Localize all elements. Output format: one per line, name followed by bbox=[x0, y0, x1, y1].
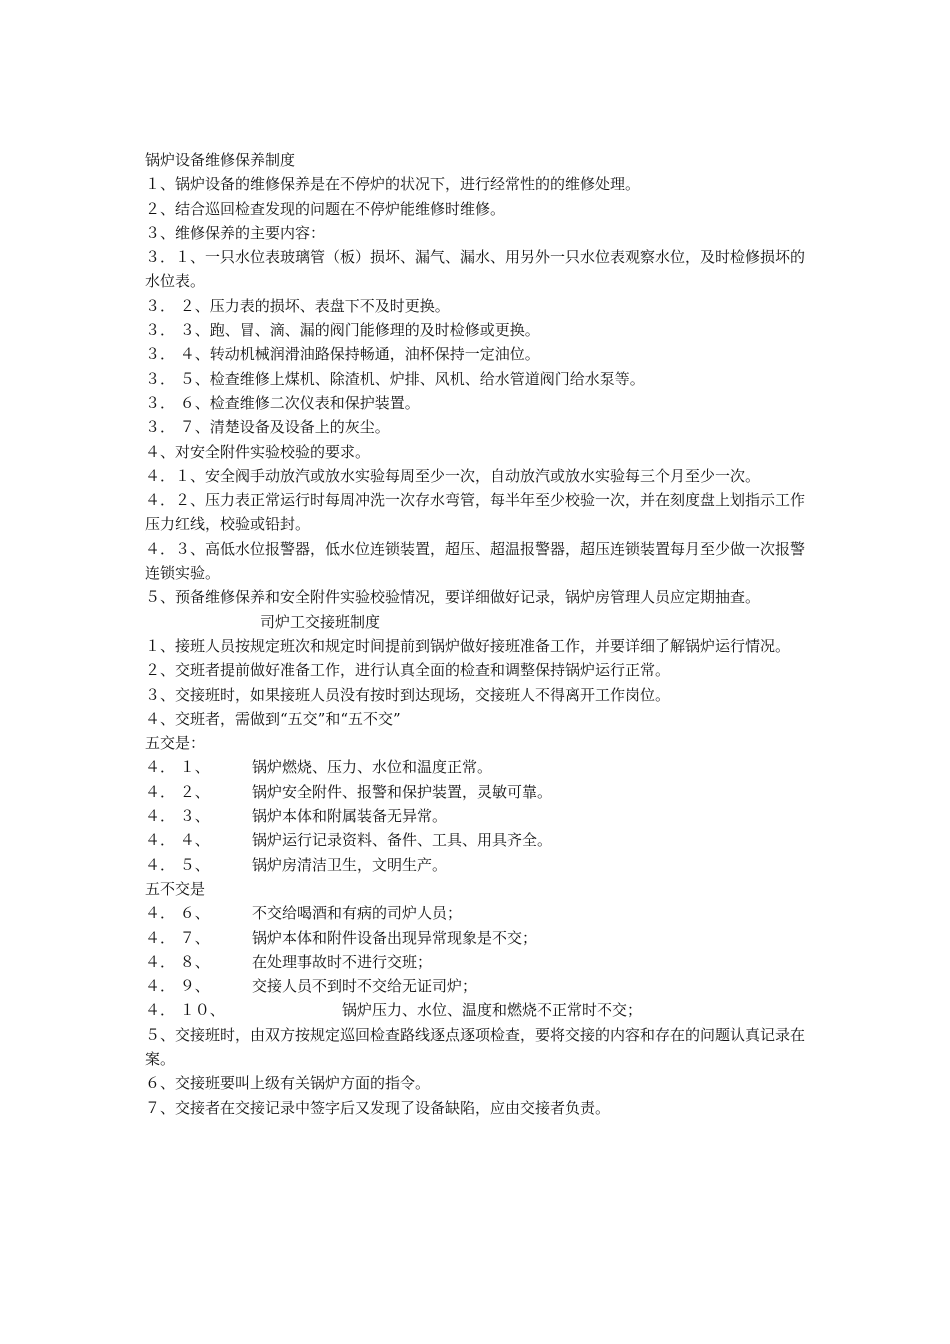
list-item bbox=[145, 853, 817, 877]
list-item bbox=[145, 950, 817, 974]
list-item-text: 不交给喝酒和有病的司炉人员； bbox=[252, 904, 463, 923]
section-heading: 五不交是 bbox=[145, 879, 206, 898]
list-item-number: ４． ２、 bbox=[145, 782, 210, 801]
list-item bbox=[145, 780, 817, 804]
list-item-text: 锅炉压力、水位、温度和燃烧不正常时不交； bbox=[342, 1001, 643, 1020]
section-heading: 五交是： bbox=[145, 734, 206, 753]
doc-title-handover: 司炉工交接班制度 bbox=[260, 612, 381, 631]
list-item-number: ４． ９、 bbox=[145, 977, 210, 996]
list-item-text: 锅炉本体和附件设备出现异常现象是不交； bbox=[252, 928, 538, 947]
paragraph: ６、交接班要叫上级有关锅炉方面的指令。 bbox=[145, 1074, 431, 1093]
list-item-number: ４． ７、 bbox=[145, 928, 210, 947]
paragraph: ３．１、一只水位表玻璃管（板）损坏、漏气、漏水、用另外一只水位表观察水位，及时检修损坏的水位表。 bbox=[145, 248, 806, 291]
list-item bbox=[145, 901, 817, 925]
paragraph: ５、交接班时，由双方按规定巡回检查路线逐点逐项检查，要将交接的内容和存在的问题认真记录在案。 bbox=[145, 1025, 806, 1068]
document-body bbox=[145, 148, 817, 1120]
list-item-number: ４． ６、 bbox=[145, 904, 210, 923]
paragraph: ４．２、压力表正常运行时每周冲洗一次存水弯管，每半年至少校验一次，并在刻度盘上划指示工作压力红线，校验或铅封。 bbox=[145, 491, 806, 534]
paragraph: ４．３、高低水位报警器，低水位连锁装置，超压、超温报警器，超压连锁装置每月至少做一次报警连锁实验。 bbox=[145, 539, 806, 583]
paragraph: ４、交班者，需做到“五交”和“五不交” bbox=[145, 709, 401, 728]
paragraph: １、锅炉设备的维修保养是在不停炉的状况下，进行经常性的的维修处理。 bbox=[145, 175, 641, 194]
list-item bbox=[145, 755, 817, 779]
list-item-text: 交接人员不到时不交给无证司炉； bbox=[252, 977, 478, 996]
paragraph: ３、交接班时，如果接班人员没有按时到达现场，交接班人不得离开工作岗位。 bbox=[145, 685, 671, 704]
paragraph: ５、预备维修保养和安全附件实验校验情况，要详细做好记录，锅炉房管理人员应定期抽查。 bbox=[145, 588, 761, 607]
list-item-text: 锅炉安全附件、报警和保护装置，灵敏可靠。 bbox=[252, 782, 553, 801]
paragraph: ２、交班者提前做好准备工作，进行认真全面的检查和调整保持锅炉运行正常。 bbox=[145, 661, 671, 680]
paragraph: ７、交接者在交接记录中签字后又发现了设备缺陷，应由交接者负责。 bbox=[145, 1098, 611, 1117]
list-item-number: ４． １０、 bbox=[145, 1001, 225, 1020]
list-item-text: 锅炉本体和附属装备无异常。 bbox=[252, 807, 448, 826]
list-item-number: ４． ３、 bbox=[145, 807, 210, 826]
paragraph: １、接班人员按规定班次和规定时间提前到锅炉做好接班准备工作，并要详细了解锅炉运行情况。 bbox=[145, 636, 791, 655]
list-item-text: 锅炉运行记录资料、备件、工具、用具齐全。 bbox=[252, 831, 553, 850]
list-item bbox=[145, 804, 817, 828]
list-item-number: ４． ４、 bbox=[145, 831, 210, 850]
list-item bbox=[145, 998, 817, 1022]
paragraph: ４．１、安全阀手动放汽或放水实验每周至少一次，自动放汽或放水实验每三个月至少一次。 bbox=[145, 466, 761, 485]
list-item-number: ４． ５、 bbox=[145, 855, 210, 874]
paragraph: ３． ４、转动机械润滑油路保持畅通，油杯保持一定油位。 bbox=[145, 345, 540, 364]
paragraph: ３． ７、清楚设备及设备上的灰尘。 bbox=[145, 418, 390, 437]
list-item-text: 在处理事故时不进行交班； bbox=[252, 952, 433, 971]
paragraph: ３． ３、跑、冒、滴、漏的阀门能修理的及时检修或更换。 bbox=[145, 321, 540, 340]
list-item bbox=[145, 828, 817, 852]
paragraph: ３． ２、压力表的损坏、表盘下不及时更换。 bbox=[145, 296, 450, 315]
list-item bbox=[145, 974, 817, 998]
list-item-number: ４． １、 bbox=[145, 758, 210, 777]
list-item-text: 锅炉房清洁卫生，文明生产。 bbox=[252, 855, 448, 874]
paragraph: ３． ５、检查维修上煤机、除渣机、炉排、风机、给水管道阀门给水泵等。 bbox=[145, 369, 645, 388]
list-item-text: 锅炉燃烧、压力、水位和温度正常。 bbox=[252, 758, 493, 777]
doc-title-maintenance: 锅炉设备维修保养制度 bbox=[145, 151, 296, 169]
list-item bbox=[145, 926, 817, 950]
list-item-number: ４． ８、 bbox=[145, 952, 210, 971]
paragraph: ４、对安全附件实验校验的要求。 bbox=[145, 442, 371, 461]
paragraph: ３、维修保养的主要内容： bbox=[145, 223, 326, 242]
paragraph: ３． ６、检查维修二次仪表和保护装置。 bbox=[145, 393, 420, 412]
paragraph: ２、结合巡回检查发现的问题在不停炉能维修时维修。 bbox=[145, 199, 506, 218]
